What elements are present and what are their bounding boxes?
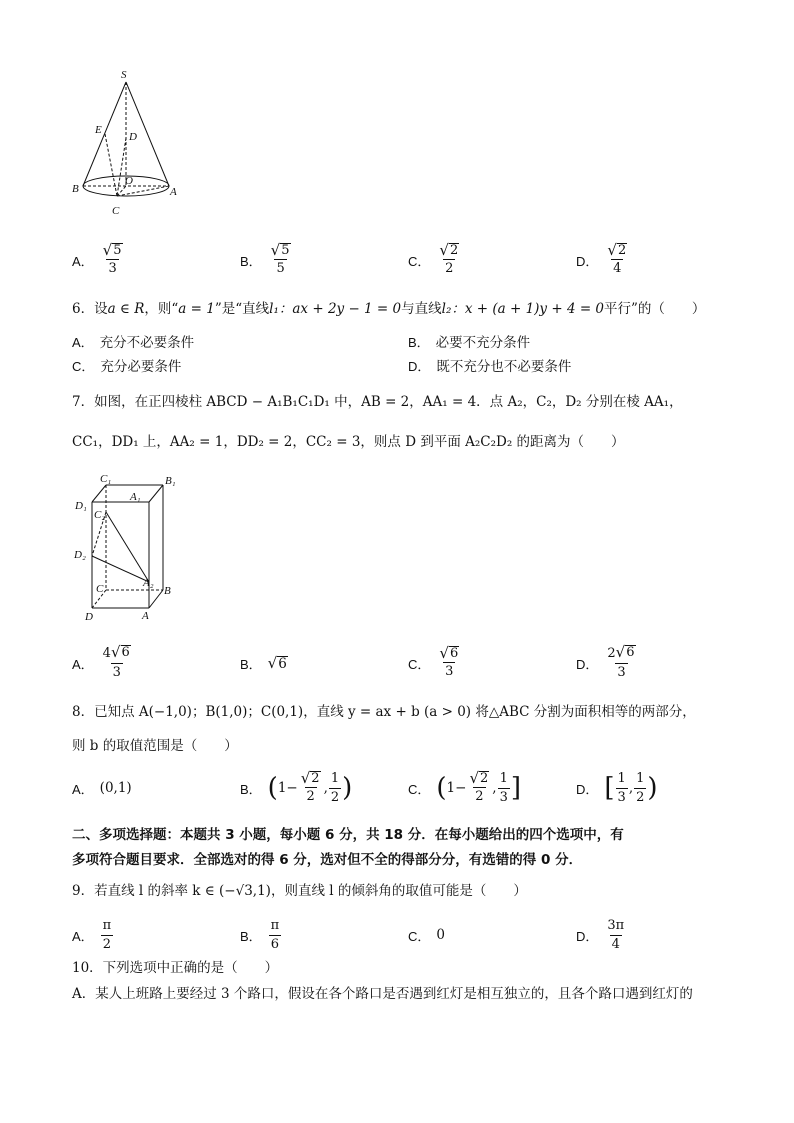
q10-option-a[interactable]: A．某人上班路上要经过 3 个路口，假设在各个路口是否遇到红灯是相互独立的，且各个路口遇到红灯的 [72,986,693,1002]
q8-option-b[interactable]: B． ( 1− √ 2 2 , $\frac{1}{2}$ ) [240,769,353,805]
q7-stem-line1: 7．如图，在正四棱柱 ABCD − A₁B₁C₁D₁ 中，AB = 2，AA₁ = 4．点 A₂，C₂，D₂ 分别在棱 AA₁， [72,394,683,410]
q8-stem-line1: 8．已知点 A(−1,0)；B(1,0)；C(0,1)，直线 y = ax + b (a > 0) 将△ABC 分割为面积相等的两部分， [72,704,696,720]
label-o: O [125,175,133,187]
svg-text:A₁: A₁ [130,491,141,503]
svg-text:B: B [164,585,171,597]
svg-text:C₂: C₂ [94,509,106,521]
q9-option-b[interactable]: B． $\frac{\pi}{6}$ [240,917,280,952]
q6-option-c[interactable]: C． 充分必要条件 [72,359,182,375]
q6-option-b[interactable]: B． 必要不充分条件 [408,335,531,351]
q8-option-c[interactable]: C． ( 1− √ 2 2 , $\frac{1}{3}$ ] [408,769,522,805]
label-d: D [129,131,137,143]
svg-text:D₁: D₁ [75,500,87,512]
q5-option-a[interactable]: A． √ 5 3 [72,241,122,276]
q9-option-d[interactable]: D． $\frac{3\pi}{4}$ [576,917,625,952]
svg-text:D₂: D₂ [74,549,86,561]
q10-stem: 10．下列选项中正确的是（ ） [72,960,279,976]
label-s: S [121,69,127,81]
svg-text:A₂: A₂ [143,577,154,589]
q5-options [72,238,732,282]
cone-edge-left [83,82,126,186]
cone-figure [68,66,188,224]
svg-text:D: D [85,611,93,623]
q9-stem: 9．若直线 l 的斜率 k ∈ (−√3,1)，则直线 l 的倾斜角的取值可能是（ ） [72,883,527,899]
label-a: A [170,186,177,198]
q7-option-b[interactable]: B． √ 6 [240,653,287,672]
q9-option-a[interactable]: A． $\frac{\pi}{2}$ [72,917,112,952]
segment-ec [105,134,117,196]
q6-stem: 6．设a ∈ R，则“a = 1”是“直线l₁：ax + 2y − 1 = 0与直线l₂：x + (a + 1)y + 4 = 0平行”的（ ） [72,301,706,317]
q9-options [72,913,732,957]
label-b: B [72,183,79,195]
q8-stem-line2: 则 b 的取值范围是（ ） [72,738,238,754]
q5-option-d[interactable]: D． √ 2 4 [576,241,627,276]
q6-option-a[interactable]: A． 充分不必要条件 [72,335,195,351]
q8-option-a[interactable]: A． (0,1) [72,780,132,797]
label-e: E [95,124,102,136]
svg-text:A: A [142,610,149,622]
q7-option-a[interactable]: A． 4 √ 6 3 [72,643,130,680]
svg-text:C₁: C₁ [100,473,112,485]
label-c: C [112,205,120,217]
q6-option-d[interactable]: D． 既不充分也不必要条件 [408,359,572,375]
q8-option-d[interactable]: D． [ $\frac{1}{3}$ , $\frac{1}{2}$ ) [576,770,658,805]
svg-text:B₁: B₁ [165,475,176,487]
q7-stem-line2: CC₁，DD₁ 上，AA₂ = 1，DD₂ = 2，CC₂ = 3，则点 D 到平面 A₂C₂D₂ 的距离为（ ） [72,434,625,450]
q7-options [72,641,732,685]
q8-options [72,766,732,810]
q5-option-c[interactable]: C． √ 2 2 [408,241,459,276]
q7-option-c[interactable]: C． √ 6 3 [408,644,459,679]
svg-text:C: C [96,583,104,595]
section2-heading-line2: 多项符合题目要求．全部选对的得 6 分，选对但不全的得部分分，有选错的得 0 分． [72,852,583,868]
q7-option-d[interactable]: D． 2 √ 6 3 [576,643,635,680]
q5-option-b[interactable]: B． √ 5 5 [240,241,290,276]
section2-heading-line1: 二、多项选择题：本题共 3 小题，每小题 6 分，共 18 分．在每小题给出的四个选项中，有 [72,827,624,843]
prism-figure [70,472,190,627]
q9-option-c[interactable]: C． 0 [408,927,445,944]
